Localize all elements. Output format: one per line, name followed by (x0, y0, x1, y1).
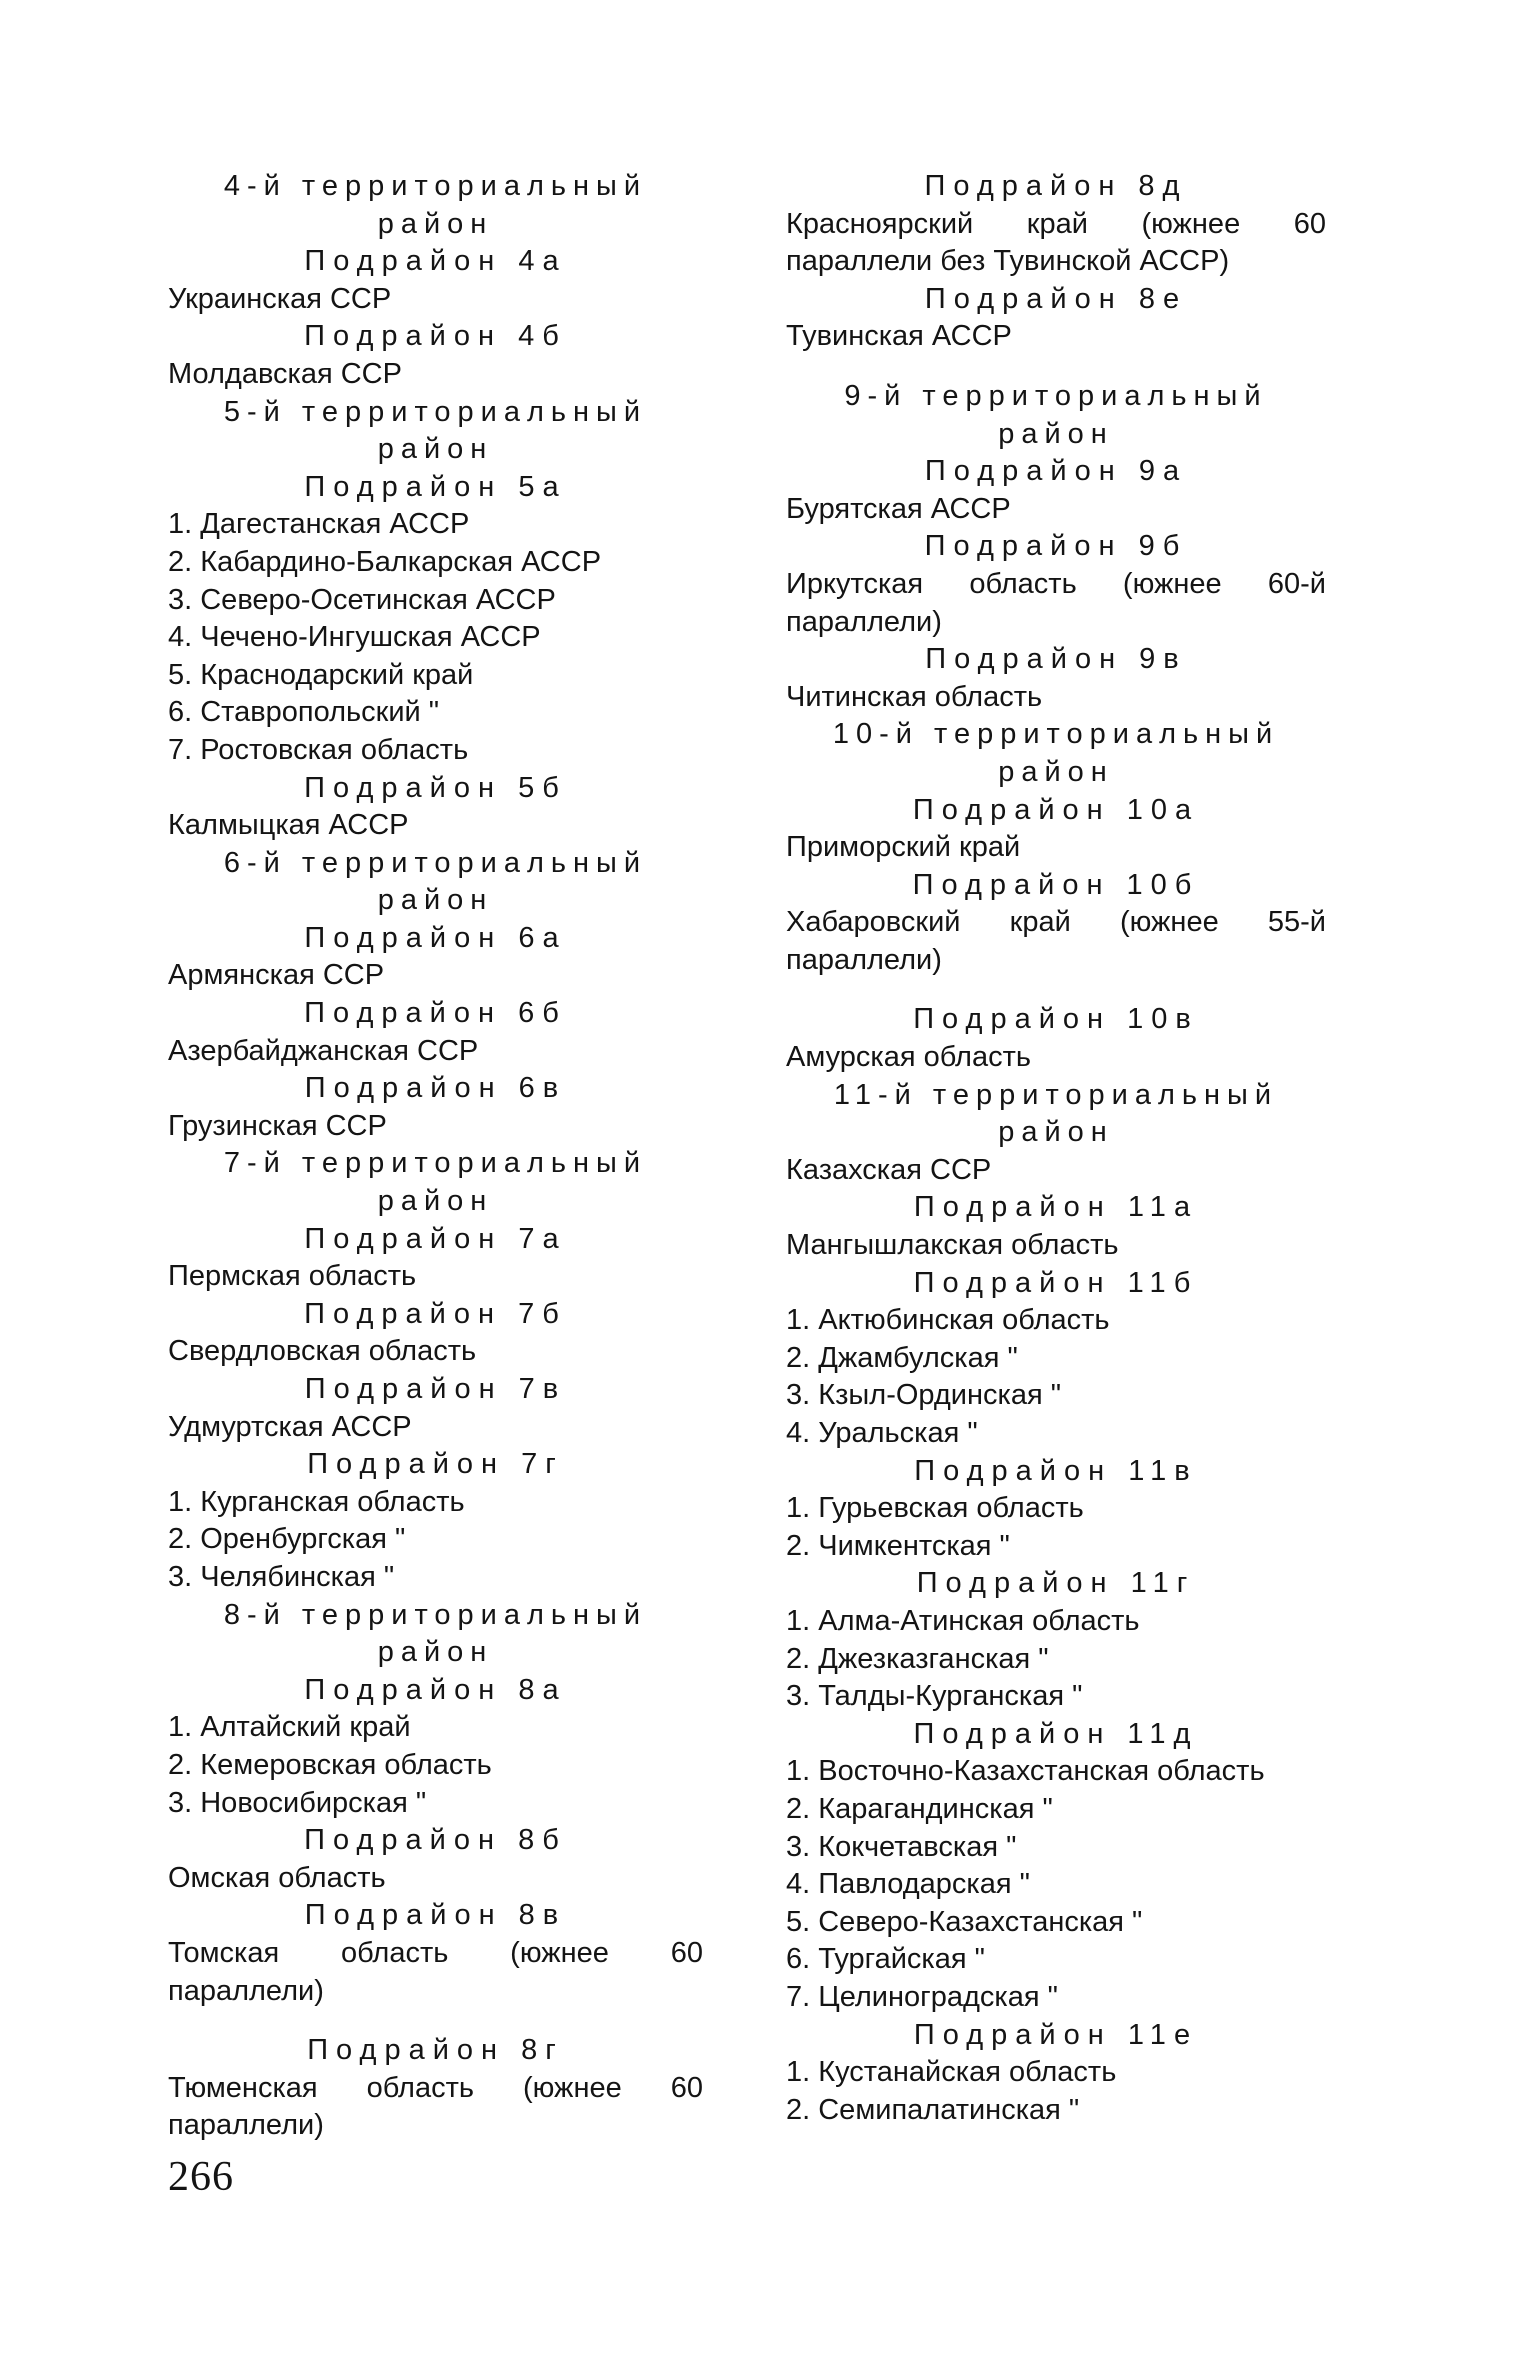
region-entry: Бурятская АССР (786, 492, 1011, 525)
region-entry: Иркутская область (южнее 60-й параллели) (786, 567, 1326, 638)
region-entry: 2. Кемеровская область (168, 1748, 492, 1781)
region-heading: район (998, 417, 1114, 450)
region-entry: 2. Джамбулская " (786, 1341, 1018, 1374)
region-entry: Амурская область (786, 1041, 1031, 1074)
region-entry: 2. Чимкентская " (786, 1529, 1010, 1562)
region-entry: Украинская ССР (168, 282, 392, 315)
region-entry: 7. Целиноградская " (786, 1980, 1058, 2013)
region-entry: Удмуртская АССР (168, 1410, 412, 1443)
region-entry: Читинская область (786, 680, 1043, 713)
subregion-heading: Подрайон 8г (307, 2034, 564, 2067)
region-entry: Мангышлакская область (786, 1229, 1119, 1262)
left-column (168, 168, 703, 2145)
subregion-heading: Подрайон 5б (304, 771, 567, 804)
region-entry: 1. Алма-Атинская область (786, 1604, 1140, 1637)
region-entry: 1. Восточно-Казахстанская область (786, 1755, 1265, 1788)
region-entry: Калмыцкая АССР (168, 809, 409, 842)
region-heading: район (998, 1116, 1114, 1149)
region-entry: 6. Тургайская " (786, 1943, 985, 1976)
region-entry: 1. Алтайский край (168, 1711, 411, 1744)
region-entry: Приморский край (786, 831, 1021, 864)
region-entry: 4. Уральская " (786, 1417, 978, 1449)
region-entry: 3. Северо-Осетинская АССР (168, 583, 556, 616)
region-heading: район (377, 433, 494, 466)
region-heading: 11-й территориальный (833, 1078, 1279, 1111)
subregion-heading: Подрайон 11в (914, 1454, 1198, 1487)
region-entry: Томская область (южнее 60 параллели) (168, 1936, 703, 2007)
subregion-heading: Подрайон 8а (304, 1673, 567, 1706)
region-entry: 2. Оренбургская " (168, 1523, 406, 1556)
region-entry: 3. Талды-Курганская " (786, 1680, 1083, 1713)
region-heading: район (377, 1636, 494, 1669)
region-entry: 3. Кокчетавская " (786, 1830, 1017, 1863)
region-entry: Армянская ССР (168, 959, 385, 992)
region-entry: Тюменская область (южнее 60 параллели) (168, 2071, 703, 2142)
subregion-heading: Подрайон 7б (304, 1297, 567, 1330)
region-entry: Свердловская область (168, 1335, 477, 1368)
region-heading: 10-й территориальный (832, 718, 1280, 751)
subregion-heading: Подрайон 7г (307, 1448, 564, 1481)
region-heading: 7-й территориальный (223, 1147, 648, 1180)
subregion-heading: Подрайон 6в (304, 1072, 567, 1105)
subregion-heading: Подрайон 8д (924, 170, 1188, 202)
region-heading: район (377, 1185, 494, 1218)
region-entry: 3. Новосибирская " (168, 1786, 427, 1819)
region-entry: Тувинская АССР (786, 320, 1012, 353)
region-entry: Грузинская ССР (168, 1109, 387, 1142)
region-entry: 1. Дагестанская АССР (168, 508, 470, 541)
subregion-heading: Подрайон 4б (304, 320, 567, 353)
region-entry: 4. Чечено-Ингушская АССР (168, 621, 541, 654)
region-heading: 9-й территориальный (844, 379, 1268, 412)
subregion-heading: Подрайон 9в (925, 643, 1187, 676)
subregion-heading: Подрайон 7а (304, 1222, 567, 1255)
subregion-heading: Подрайон 8е (924, 282, 1188, 315)
region-entry: 1. Кустанайская область (786, 2056, 1117, 2089)
region-entry: 2. Семипалатинская " (786, 2093, 1080, 2126)
subregion-heading: Подрайон 10б (912, 868, 1200, 901)
subregion-heading: Подрайон 11е (913, 2018, 1199, 2051)
region-heading: 8-й территориальный (223, 1598, 648, 1631)
region-entry: 3. Кзыл-Ординская " (786, 1379, 1062, 1412)
region-entry: 1. Курганская область (168, 1485, 465, 1518)
subregion-heading: Подрайон 6а (304, 921, 567, 954)
region-entry: Азербайджанская ССР (168, 1034, 479, 1067)
subregion-heading: Подрайон 8б (304, 1824, 567, 1857)
subregion-heading: Подрайон 6б (304, 997, 567, 1030)
subregion-heading: Подрайон 9а (924, 455, 1188, 488)
region-entry: 6. Ставропольский " (168, 696, 440, 729)
region-entry: Омская область (168, 1861, 386, 1894)
region-entry: 5. Краснодарский край (168, 658, 474, 691)
subregion-heading: Подрайон 11б (913, 1266, 1199, 1299)
region-entry: 3. Челябинская " (168, 1560, 395, 1593)
right-column (786, 168, 1326, 2129)
region-entry: Пермская область (168, 1260, 417, 1293)
region-heading: 4-й территориальный (223, 170, 648, 202)
region-entry: Красноярский край (южнее 60 параллели без Тувинской АССР) (786, 207, 1326, 278)
subregion-heading: Подрайон 11а (913, 1191, 1199, 1224)
subregion-heading: Подрайон 7в (304, 1373, 567, 1405)
region-heading: район (377, 207, 494, 240)
page-number: 266 (168, 2154, 234, 2200)
region-entry: Молдавская ССР (168, 357, 402, 390)
region-heading: район (377, 884, 494, 917)
subregion-heading: Подрайон 11д (913, 1717, 1199, 1750)
region-entry: Казахская ССР (786, 1153, 992, 1186)
subregion-heading: Подрайон 10в (913, 1003, 1199, 1036)
region-entry: 2. Кабардино-Балкарская АССР (168, 545, 602, 578)
subregion-heading: Подрайон 5а (304, 470, 567, 503)
region-entry: 4. Павлодарская " (786, 1868, 1030, 1901)
subregion-heading: Подрайон 4а (304, 245, 567, 278)
region-heading: 5-й территориальный (223, 395, 648, 428)
region-entry: Хабаровский край (южнее 55-й параллели) (786, 906, 1326, 976)
region-entry: 5. Северо-Казахстанская " (786, 1905, 1143, 1938)
subregion-heading: Подрайон 9б (924, 530, 1188, 563)
subregion-heading: Подрайон 11г (916, 1567, 1196, 1600)
region-heading: 6-й территориальный (223, 846, 648, 879)
region-heading: район (998, 755, 1114, 788)
subregion-heading: Подрайон 10а (912, 793, 1200, 826)
region-entry: 1. Гурьевская область (786, 1492, 1084, 1525)
region-entry: 2. Джезказганская " (786, 1642, 1049, 1675)
region-entry: 1. Актюбинская область (786, 1304, 1110, 1337)
region-entry: 7. Ростовская область (168, 733, 469, 766)
subregion-heading: Подрайон 8в (304, 1899, 567, 1932)
region-entry: 2. Карагандинская " (786, 1792, 1053, 1825)
